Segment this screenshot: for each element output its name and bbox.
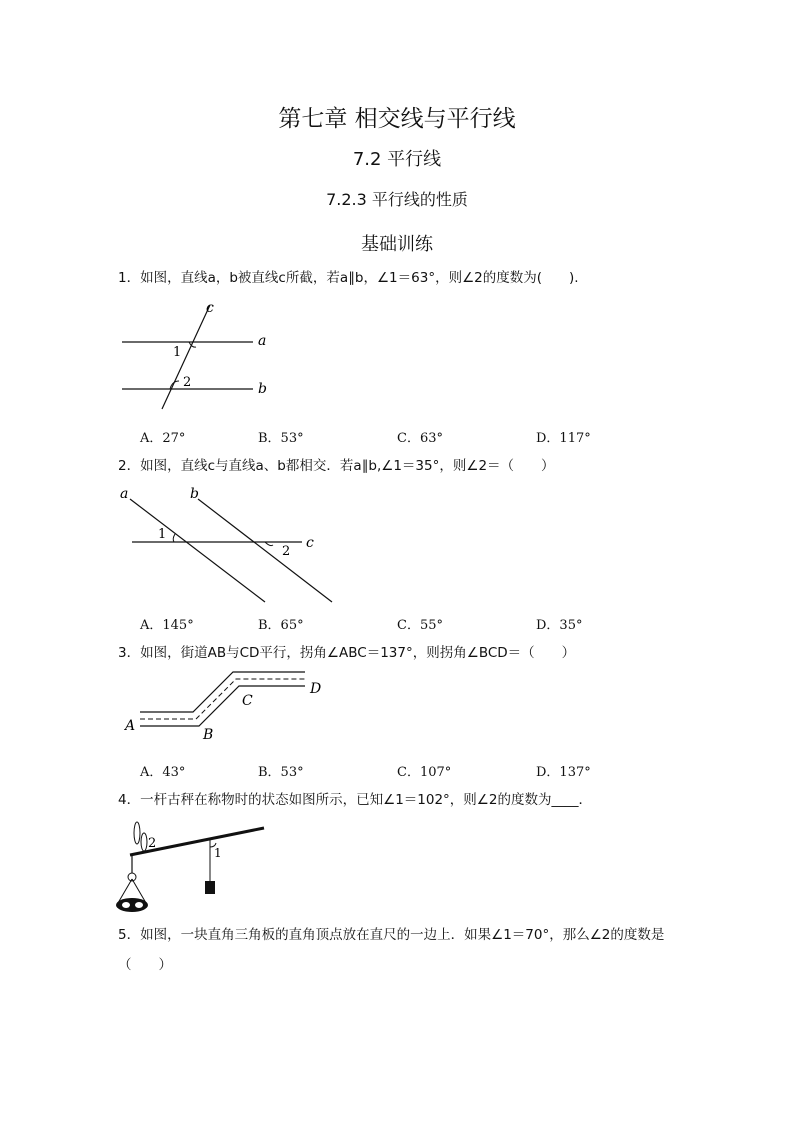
- weight: [205, 881, 215, 894]
- pan-hole: [122, 902, 130, 908]
- label-b: b: [190, 486, 199, 502]
- question-1-option-d[interactable]: D．117°: [536, 431, 591, 446]
- label-angle-2: 2: [183, 375, 192, 390]
- street-edge-top: [140, 672, 305, 712]
- pivot-loop: [141, 833, 147, 851]
- label-C: C: [242, 693, 253, 709]
- question-2-option-c[interactable]: C．55°: [397, 618, 443, 633]
- label-B: B: [203, 727, 214, 743]
- label-a: a: [258, 333, 267, 349]
- angle-1-arc: [173, 534, 175, 542]
- line-c: [162, 305, 210, 409]
- label-angle-2: 2: [282, 544, 291, 559]
- subsection-title: 7.2.3 平行线的性质: [326, 190, 468, 209]
- label-b: b: [258, 381, 267, 397]
- label-a: a: [120, 486, 129, 502]
- label-angle-1: 1: [214, 846, 222, 860]
- label-angle-2: 2: [148, 836, 157, 851]
- question-3-option-b[interactable]: B．53°: [258, 765, 304, 780]
- label-c: c: [306, 535, 314, 551]
- street-edge-bottom: [140, 686, 305, 726]
- question-2-option-d[interactable]: D．35°: [536, 618, 583, 633]
- line-a: [130, 499, 265, 602]
- training-title: 基础训练: [361, 234, 433, 255]
- question-4-text: 4．一杆古秤在称物时的状态如图所示，已知∠1＝102°，则∠2的度数为____．: [118, 792, 592, 808]
- question-4-figure: [112, 815, 282, 915]
- question-2-figure: [110, 482, 340, 607]
- question-1-option-c[interactable]: C．63°: [397, 431, 443, 446]
- section-title: 7.2 平行线: [352, 149, 442, 170]
- question-3-text: 3．如图，街道AB与CD平行，拐角∠ABC＝137°，则拐角∠BCD＝（ ）: [118, 645, 576, 661]
- label-angle-1: 1: [158, 527, 167, 542]
- question-2-option-b[interactable]: B．65°: [258, 618, 304, 633]
- label-D: D: [310, 681, 322, 697]
- question-2-option-a[interactable]: A．145°: [140, 618, 194, 633]
- question-3-option-d[interactable]: D．137°: [536, 765, 591, 780]
- street-centerline: [140, 679, 305, 719]
- scale-pan: [116, 898, 148, 912]
- label-c: c: [206, 300, 214, 316]
- question-1-option-a[interactable]: A．27°: [140, 431, 186, 446]
- pivot-loop: [134, 822, 140, 844]
- question-2-text: 2．如图，直线c与直线a、b都相交．若a∥b,∠1＝35°，则∠2＝（ ）: [118, 458, 555, 474]
- question-1-option-b[interactable]: B．53°: [258, 431, 304, 446]
- question-1-figure: [110, 295, 290, 415]
- label-angle-1: 1: [173, 345, 182, 360]
- question-5-text: 5．如图，一块直角三角板的直角顶点放在直尺的一边上．如果∠1＝70°，那么∠2的度数是（ ）: [118, 927, 665, 973]
- question-1-text: 1．如图，直线a，b被直线c所截，若a∥b，∠1＝63°，则∠2的度数为( ).: [118, 270, 579, 286]
- chapter-title: 第七章 相交线与平行线: [278, 106, 516, 132]
- question-3-figure: [115, 668, 345, 748]
- question-3-option-c[interactable]: C．107°: [397, 765, 452, 780]
- question-3-option-a[interactable]: A．43°: [140, 765, 186, 780]
- pan-hole: [135, 902, 143, 908]
- label-A: A: [125, 718, 136, 734]
